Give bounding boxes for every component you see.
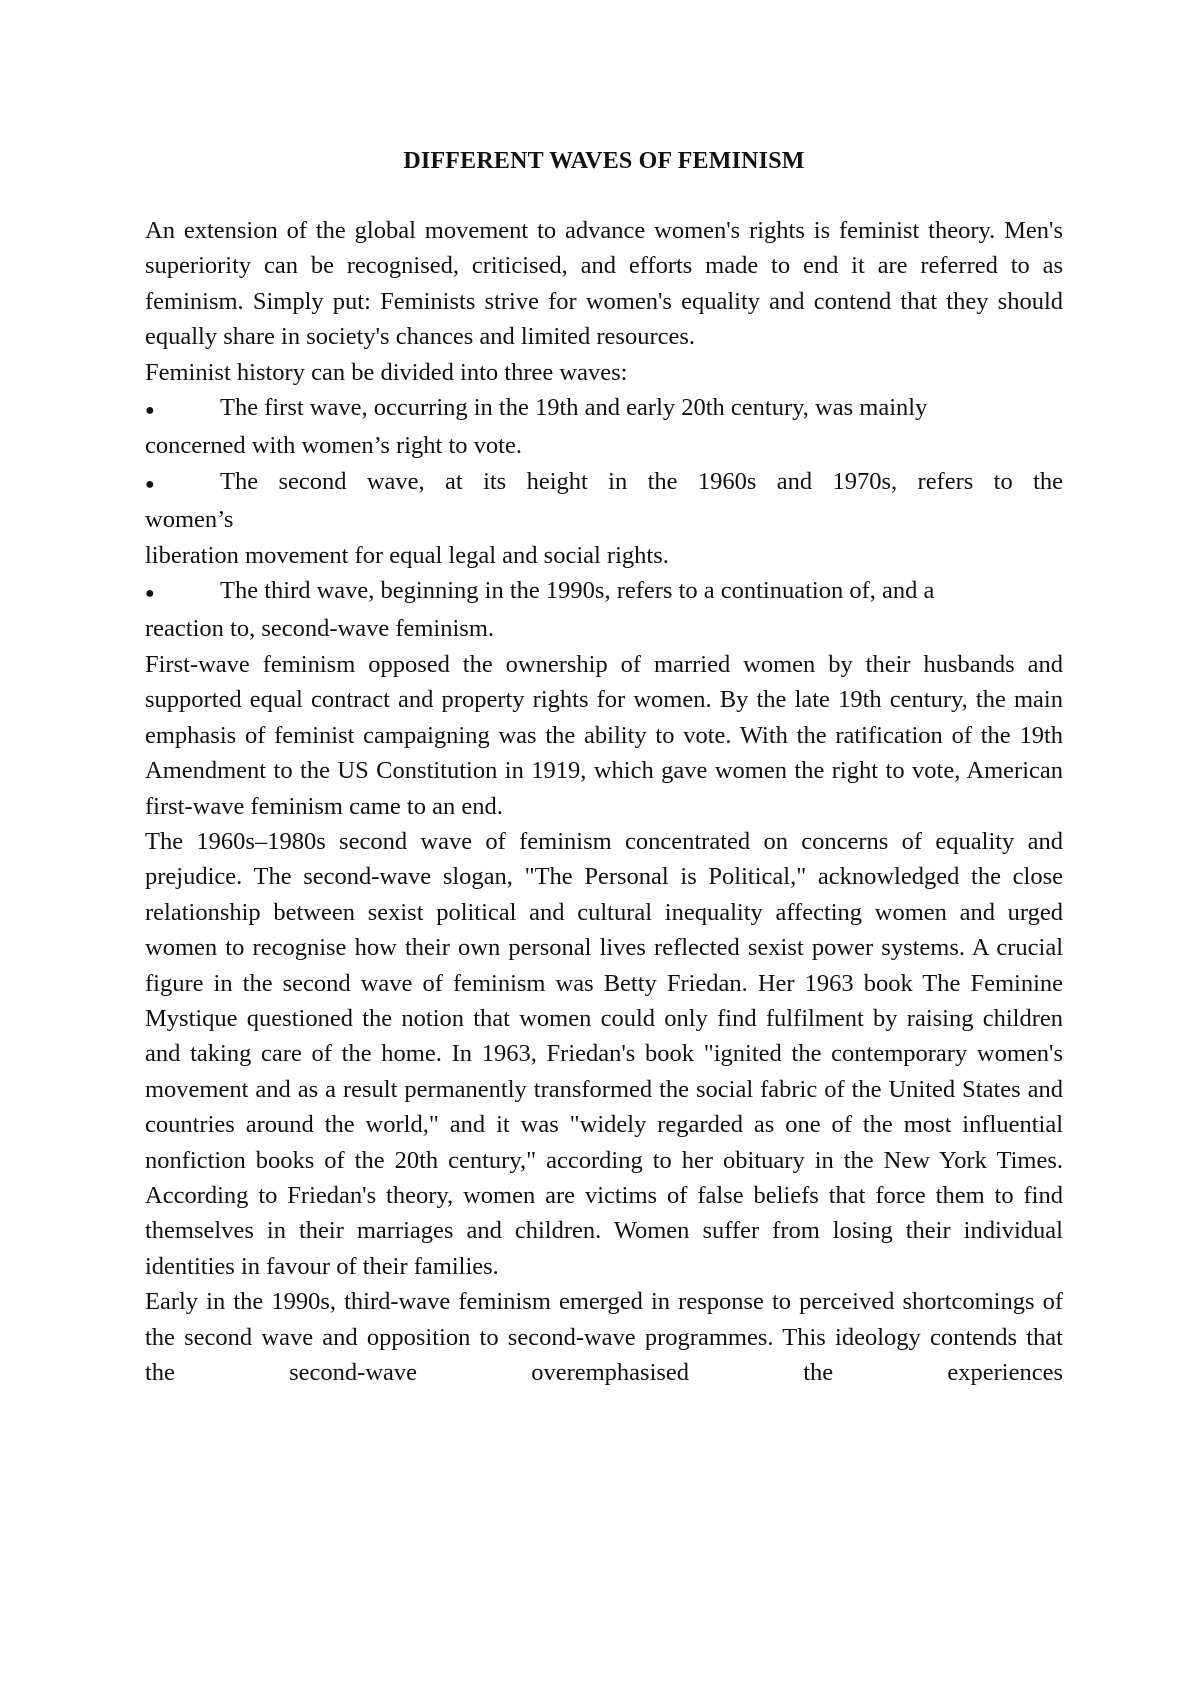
list-item-continuation: liberation movement for equal legal and social rights. [145, 541, 669, 569]
list-item-text: The second wave, at its height in the 1960s and 1970s, refers to the [220, 467, 1063, 495]
document-page [145, 146, 1063, 1390]
first-wave-paragraph: First-wave feminism opposed the ownership of married women by their husbands and supported equal contract and property rights for women. By the late 19th century, the main emphasis of feminist campaigning was the ability to vote. With the ratification of the 19th Amendment to the US Constitution in 1919, which gave women the right to vote, American first-wave feminism came to an end. [145, 650, 1063, 820]
list-item-continuation: reaction to, second-wave feminism. [145, 615, 495, 643]
list-item-text: The first wave, occurring in the 19th and early 20th century, was mainly [220, 394, 928, 422]
list-item-text: The third wave, beginning in the 1990s, refers to a continuation of, and a [220, 577, 935, 605]
intro-paragraph: An extension of the global movement to advance women's rights is feminist theory. Men's superiority can be recognised, criticised, and efforts made to end it are referred to as feminism. Simply put: Feminists strive for women's equality and contend that they should equally share in society's chances and limited resources. [145, 217, 1063, 351]
document-title: DIFFERENT WAVES OF FEMINISM [403, 148, 805, 174]
bullet-icon: ● [145, 475, 155, 493]
waves-intro: Feminist history can be divided into three waves: [145, 358, 628, 386]
bullet-icon: ● [145, 585, 155, 603]
third-wave-paragraph: Early in the 1990s, third-wave feminism emerged in response to perceived shortcomings of the second wave and opposition to second-wave programmes. This ideology contends that the second-wave overemphasised the experiences [145, 1288, 1063, 1386]
list-item [145, 390, 1063, 464]
list-item-continuation: concerned with women’s right to vote. [145, 432, 522, 460]
list-item [145, 464, 1063, 573]
list-item-continuation: women’s [145, 506, 234, 534]
waves-list [145, 390, 1063, 647]
bullet-icon: ● [145, 402, 155, 420]
list-item [145, 573, 1063, 647]
second-wave-paragraph: The 1960s–1980s second wave of feminism concentrated on concerns of equality and prejudice. The second-wave slogan, "The Personal is Political," acknowledged the close relationship between sexist political and cultural inequality affecting women and urged women to recognise how their own personal lives reflected sexist power systems. A crucial figure in the second wave of feminism was Betty Friedan. Her 1963 book The Feminine Mystique questioned the notion that women could only find fulfilment by raising children and taking care of the home. In 1963, Friedan's book "ignited the contemporary women's movement and as a result permanently transformed the social fabric of the United States and countries around the world," and it was "widely regarded as one of the most influential nonfiction books of the 20th century," according to her obituary in the New York Times. According to Friedan's theory, women are victims of false beliefs that force them to find themselves in their marriages and children. Women suffer from losing their individual identities in favour of their families. [145, 827, 1063, 1280]
